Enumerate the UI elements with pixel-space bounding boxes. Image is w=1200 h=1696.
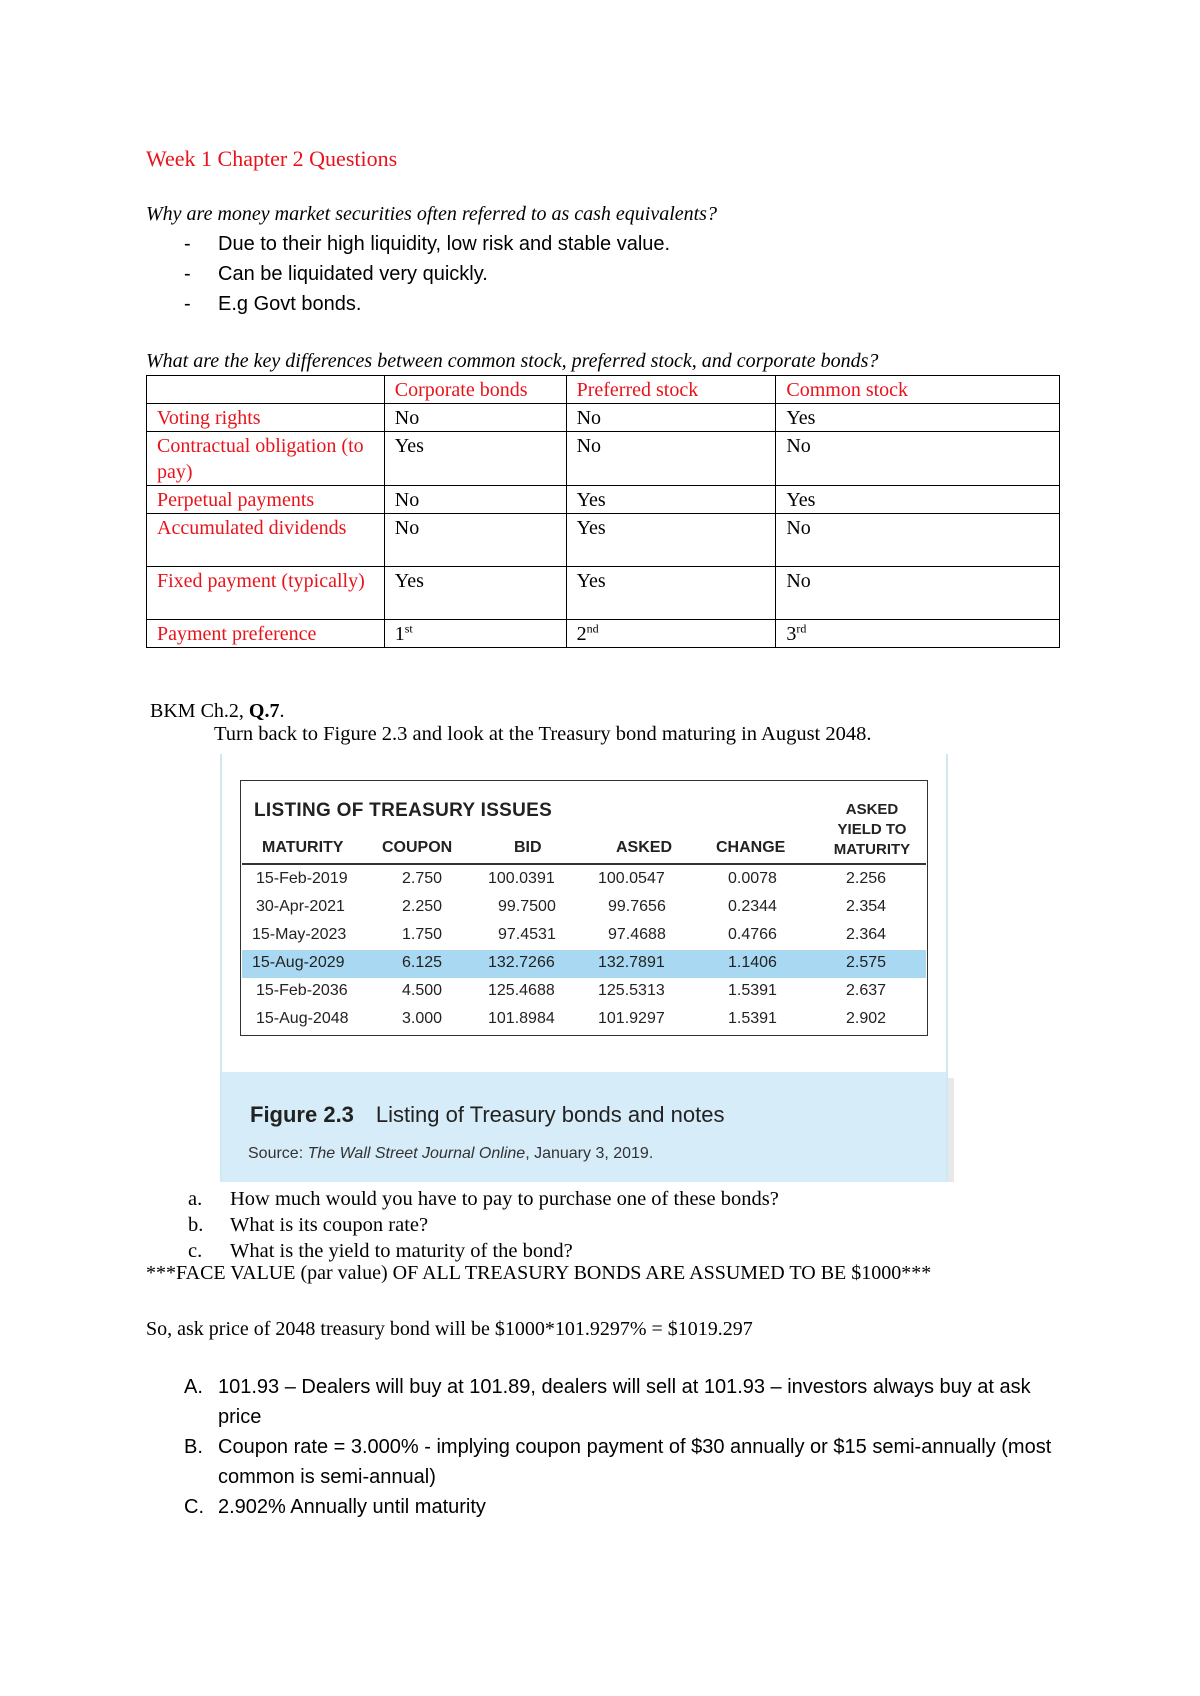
bid-cell: 97.4531 xyxy=(498,926,556,943)
table-header-row xyxy=(147,376,1060,404)
list-item xyxy=(184,1372,1064,1432)
table-header-cell: Common stock xyxy=(776,376,1060,404)
row-header: Voting rights xyxy=(147,404,385,432)
asked-cell: 101.9297 xyxy=(598,1010,665,1027)
table-cell: No xyxy=(776,567,1060,620)
table-cell: No xyxy=(566,432,776,486)
table-row xyxy=(242,894,926,922)
table-cell: Yes xyxy=(776,486,1060,514)
bkm-reference xyxy=(150,700,284,723)
table-row xyxy=(147,514,1060,567)
figure-label: Figure 2.3 xyxy=(250,1102,354,1127)
question-key-differences: What are the key differences between common stock, preferred stock, and corporate bonds? xyxy=(146,350,879,372)
row-header: Contractual obligation (to pay) xyxy=(147,432,385,486)
header-line: ASKED xyxy=(845,801,899,818)
treasury-listing-title: LISTING OF TREASURY ISSUES xyxy=(254,800,553,821)
list-text: 101.93 – Dealers will buy at 101.89, dealers will sell at 101.93 – investors always buy at ask price xyxy=(218,1376,1031,1428)
yield-cell: 2.902 xyxy=(846,1010,887,1027)
change-cell: 0.0078 xyxy=(728,870,777,887)
bid-cell: 125.4688 xyxy=(488,982,555,999)
bid-cell: 99.7500 xyxy=(498,898,556,915)
list-marker: C. xyxy=(184,1496,204,1518)
list-marker: c. xyxy=(188,1240,203,1262)
source-label: Source: xyxy=(248,1145,308,1162)
yield-cell: 2.354 xyxy=(846,898,887,915)
column-header-asked: ASKED xyxy=(616,839,673,856)
change-cell: 0.2344 xyxy=(728,898,777,915)
table-cell: Yes xyxy=(384,432,566,486)
list-text: What is the yield to maturity of the bond? xyxy=(230,1240,573,1262)
list-item xyxy=(188,1212,779,1238)
yield-cell: 2.637 xyxy=(846,982,887,999)
table-row xyxy=(242,1006,926,1034)
row-header: Fixed payment (typically) xyxy=(147,567,385,620)
coupon-cell: 4.500 xyxy=(402,982,443,999)
asked-cell: 100.0547 xyxy=(598,870,665,887)
maturity-cell: 15-Feb-2036 xyxy=(256,982,348,999)
bid-cell: 132.7266 xyxy=(488,954,555,971)
coupon-cell: 3.000 xyxy=(402,1010,443,1027)
source-publication: The Wall Street Journal Online xyxy=(307,1145,526,1162)
face-value-note: ***FACE VALUE (par value) OF ALL TREASURY BONDS ARE ASSUMED TO BE $1000*** xyxy=(146,1262,932,1284)
bid-cell: 101.8984 xyxy=(488,1010,555,1027)
row-header: Perpetual payments xyxy=(147,486,385,514)
maturity-cell: 15-Aug-2029 xyxy=(252,954,345,971)
source-date: , January 3, 2019. xyxy=(525,1145,654,1162)
coupon-cell: 2.750 xyxy=(402,870,443,887)
header-line: YIELD TO xyxy=(837,821,907,838)
turn-back-instruction: Turn back to Figure 2.3 and look at the Treasury bond maturing in August 2048. xyxy=(214,723,872,745)
header-rule xyxy=(242,863,926,865)
asked-cell: 132.7891 xyxy=(598,954,665,971)
table-row xyxy=(147,432,1060,486)
table-row-highlighted xyxy=(242,950,926,978)
list-item xyxy=(184,1492,1064,1522)
ordinal-suffix: nd xyxy=(586,621,599,636)
column-header-coupon: COUPON xyxy=(382,839,453,856)
sub-questions xyxy=(188,1186,779,1264)
table-cell: No xyxy=(384,486,566,514)
column-header-change: CHANGE xyxy=(716,839,786,856)
comparison-table xyxy=(146,375,1060,648)
table-cell xyxy=(566,620,776,648)
list-item: - Due to their high liquidity, low risk and stable value. xyxy=(184,229,670,259)
list-marker: B. xyxy=(184,1436,203,1458)
table-cell: No xyxy=(776,514,1060,567)
list-item: - Can be liquidated very quickly. xyxy=(184,259,670,289)
figure-source xyxy=(248,1145,653,1163)
list-text: How much would you have to pay to purchase one of these bonds? xyxy=(230,1188,779,1210)
yield-cell: 2.575 xyxy=(846,954,887,971)
maturity-cell: 15-May-2023 xyxy=(252,926,347,943)
table-row xyxy=(147,404,1060,432)
figure-caption-text: Listing of Treasury bonds and notes xyxy=(375,1102,725,1127)
bkm-prefix: BKM Ch.2, xyxy=(150,700,249,722)
table-cell: No xyxy=(384,514,566,567)
list-item xyxy=(184,1432,1064,1492)
yield-cell: 2.364 xyxy=(846,926,887,943)
table-cell: Yes xyxy=(566,486,776,514)
table-header-cell xyxy=(147,376,385,404)
column-header-maturity: MATURITY xyxy=(262,839,344,856)
table-cell xyxy=(776,620,1060,648)
change-cell: 0.4766 xyxy=(728,926,777,943)
maturity-cell: 15-Feb-2019 xyxy=(256,870,348,887)
maturity-cell: 15-Aug-2048 xyxy=(256,1010,349,1027)
answers-list xyxy=(184,1372,1064,1522)
column-header-bid: BID xyxy=(514,839,542,856)
asked-cell: 97.4688 xyxy=(608,926,666,943)
ask-price-note: So, ask price of 2048 treasury bond will be $1000*101.9297% = $1019.297 xyxy=(146,1318,753,1340)
table-row xyxy=(242,922,926,950)
page-title: Week 1 Chapter 2 Questions xyxy=(146,146,398,171)
list-text: Coupon rate = 3.000% - implying coupon payment of $30 annually or $15 semi-annually (most common is semi-annual) xyxy=(218,1436,1052,1488)
table-cell xyxy=(384,620,566,648)
figure-border xyxy=(220,754,222,1182)
table-row xyxy=(147,486,1060,514)
row-header: Accumulated dividends xyxy=(147,514,385,567)
table-row xyxy=(242,978,926,1006)
table-cell: No xyxy=(776,432,1060,486)
list-text: 2.902% Annually until maturity xyxy=(218,1496,486,1518)
table-row xyxy=(147,567,1060,620)
change-cell: 1.1406 xyxy=(728,954,777,971)
asked-cell: 99.7656 xyxy=(608,898,666,915)
table-cell: No xyxy=(566,404,776,432)
cash-equivalents-answers xyxy=(184,229,670,319)
table-cell: No xyxy=(384,404,566,432)
maturity-cell: 30-Apr-2021 xyxy=(256,898,345,915)
yield-cell: 2.256 xyxy=(846,870,887,887)
list-marker: b. xyxy=(188,1214,204,1236)
list-marker: a. xyxy=(188,1188,203,1210)
change-cell: 1.5391 xyxy=(728,982,777,999)
table-cell: Yes xyxy=(776,404,1060,432)
table-row xyxy=(242,866,926,894)
bkm-question-number: Q.7 xyxy=(248,700,280,722)
coupon-cell: 2.250 xyxy=(402,898,443,915)
row-header: Payment preference xyxy=(147,620,385,648)
bid-cell: 100.0391 xyxy=(488,870,555,887)
figure-caption xyxy=(250,1102,724,1128)
ordinal-number: 2 xyxy=(576,623,587,645)
coupon-cell: 6.125 xyxy=(402,954,443,971)
list-text: What is its coupon rate? xyxy=(230,1214,429,1236)
asked-cell: 125.5313 xyxy=(598,982,665,999)
table-cell: Yes xyxy=(566,567,776,620)
table-row xyxy=(147,620,1060,648)
table-cell: Yes xyxy=(384,567,566,620)
ordinal-number: 3 xyxy=(786,623,797,645)
ordinal-suffix: rd xyxy=(796,621,807,636)
asked-yield-header xyxy=(812,800,932,860)
table-cell: Yes xyxy=(566,514,776,567)
list-marker: A. xyxy=(184,1376,203,1398)
change-cell: 1.5391 xyxy=(728,1010,777,1027)
figure-shadow xyxy=(948,1078,954,1182)
question-cash-equivalents: Why are money market securities often referred to as cash equivalents? xyxy=(146,203,717,225)
list-item xyxy=(188,1186,779,1212)
header-line: MATURITY xyxy=(833,841,911,858)
ordinal-number: 1 xyxy=(394,623,405,645)
list-item: - E.g Govt bonds. xyxy=(184,289,670,319)
table-header-cell: Preferred stock xyxy=(566,376,776,404)
coupon-cell: 1.750 xyxy=(402,926,443,943)
ordinal-suffix: st xyxy=(404,621,413,636)
table-header-cell: Corporate bonds xyxy=(384,376,566,404)
bkm-suffix: . xyxy=(279,700,285,722)
